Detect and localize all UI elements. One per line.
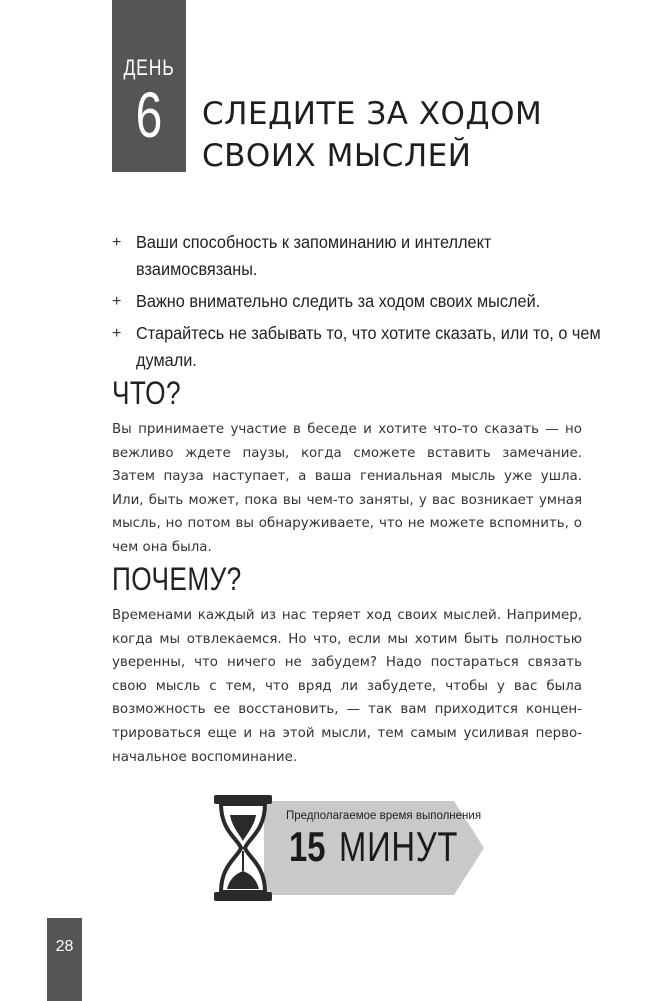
time-estimate (212, 793, 487, 903)
plus-bullet-icon: + (112, 234, 122, 251)
list-item (112, 229, 612, 283)
key-points-list (112, 229, 612, 379)
what-paragraph: Вы принимаете участие в беседе и хотите что-то сказать — но вежливо ждете паузы, когда сможете вставить замечание. Затем пауза наступает, а ваша гениальная мысль уже ушла. Или, быть может, пока вы чем-то заняты, у вас возникает умная мысль, но потом вы обнаруживаете, что не можете вспомнить, о чем она была. (112, 422, 582, 555)
plus-bullet-icon: + (112, 325, 122, 342)
list-item-text: Важно внимательно следить за ходом своих мыслей. (136, 291, 541, 311)
day-number: 6 (135, 79, 163, 151)
day-label: ДЕНЬ (123, 55, 175, 80)
estimate-label: Предполагаемое время выполнения (286, 810, 482, 822)
day-badge (112, 0, 186, 172)
what-heading: ЧТО? (112, 375, 181, 411)
list-item (112, 320, 612, 374)
hourglass-icon (212, 793, 274, 903)
plus-bullet-icon: + (112, 293, 122, 310)
list-item-text: Старайтесь не забывать то, что хотите сказать, или то, о чем думали. (136, 323, 601, 370)
list-item-text: Ваши способность к запоминанию и интеллект взаимосвязаны. (136, 232, 492, 279)
list-item (112, 288, 612, 315)
estimate-value: 15 (289, 823, 326, 870)
why-heading: ПОЧЕМУ? (112, 561, 242, 597)
page-number-badge (47, 918, 82, 1001)
page-number: 28 (55, 938, 74, 955)
estimate-unit: МИНУТ (339, 823, 459, 870)
why-paragraph: Временами каждый из нас теряет ход своих мыслей. Например, когда мы отвлекаемся. Но что, если мы хотим быть полностью уверенны, что ничего не забудем? Надо постараться связать свою мысль с тем, что вряд ли забудете, чтобы у вас была возможность ее восстановить, — так вам приходится концентрироваться еще и на этой мысли, тем самым усиливая первоначальное воспоминание. (112, 608, 582, 765)
page-title: СЛЕДИТЕ ЗА ХОДОМ СВОИХ МЫСЛЕЙ (202, 96, 543, 174)
